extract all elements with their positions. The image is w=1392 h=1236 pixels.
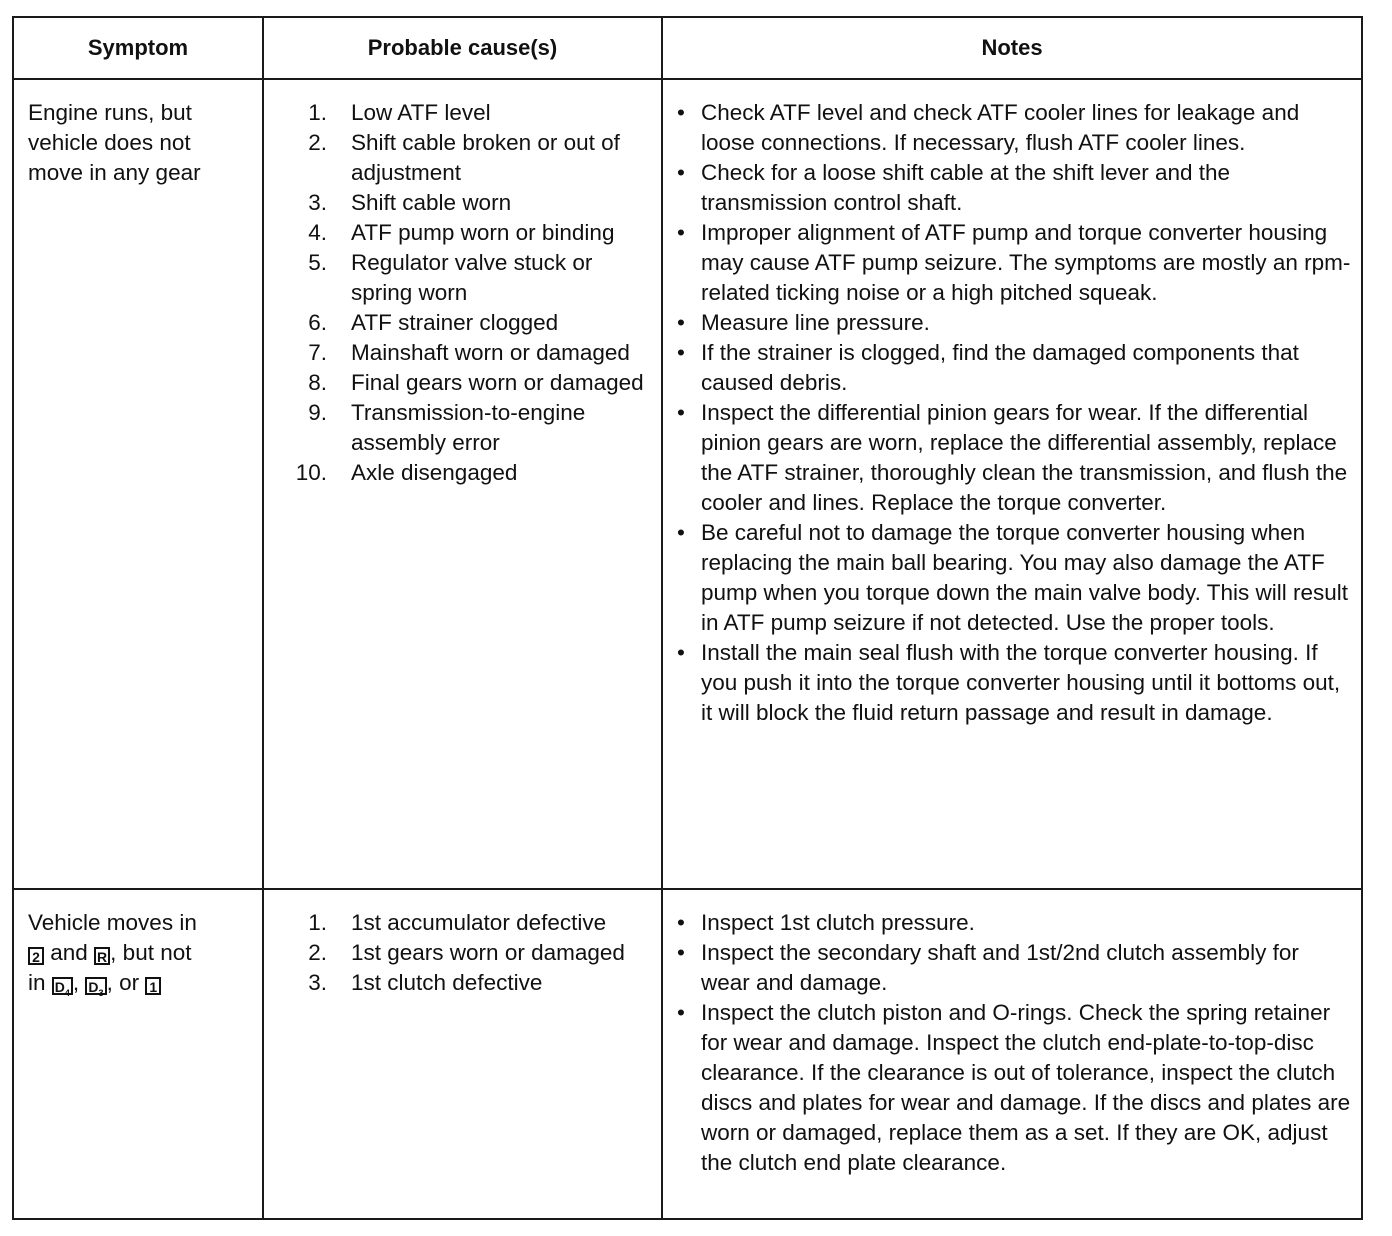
cause-number: 1.: [308, 910, 327, 935]
table-row: [13, 889, 1362, 1219]
bullet-icon: •: [677, 1000, 685, 1025]
cause-text: Axle disengaged: [351, 460, 518, 485]
symptom-text: Engine runs, but vehicle does not move in any gear: [28, 100, 201, 185]
gear-r-icon: R: [94, 947, 110, 965]
symptom-cell: [13, 79, 263, 889]
note-item: [677, 998, 1353, 1178]
cause-text: 1st clutch defective: [351, 970, 543, 995]
cause-item: [264, 308, 657, 338]
cause-item: [264, 368, 657, 398]
note-item: [677, 308, 1353, 338]
cause-item: [264, 398, 657, 458]
table-row: [13, 79, 1362, 889]
bullet-icon: •: [677, 910, 685, 935]
cause-item: [264, 458, 657, 488]
bullet-icon: •: [677, 640, 685, 665]
bullet-icon: •: [677, 940, 685, 965]
header-symptom: Symptom: [13, 17, 263, 79]
cause-number: 3.: [308, 970, 327, 995]
note-item: [677, 218, 1353, 308]
symptom-fragment: , but not: [110, 940, 192, 965]
header-causes: Probable cause(s): [263, 17, 662, 79]
causes-list: [264, 890, 661, 998]
cause-number: 7.: [308, 340, 327, 365]
gear-d3-letter: D: [88, 979, 99, 995]
symptom-fragment: , or: [106, 970, 146, 995]
cause-text: 1st accumulator defective: [351, 910, 607, 935]
causes-cell: [263, 889, 662, 1219]
symptom-fragment: ,: [72, 970, 86, 995]
note-text: Check ATF level and check ATF cooler lines for leakage and loose connections. If necessary, flush ATF cooler lines.: [701, 100, 1300, 155]
bullet-icon: •: [677, 160, 685, 185]
notes-cell: [662, 79, 1362, 889]
cause-item: [264, 938, 657, 968]
bullet-icon: •: [677, 340, 685, 365]
causes-cell: [263, 79, 662, 889]
notes-list: [663, 80, 1361, 728]
cause-item: [264, 128, 657, 188]
note-text: Check for a loose shift cable at the shift lever and the transmission control shaft.: [701, 160, 1231, 215]
cause-item: [264, 248, 657, 308]
note-item: [677, 938, 1353, 998]
note-text: Improper alignment of ATF pump and torque converter housing may cause ATF pump seizure. The symptoms are mostly an rpm-related ticking noise or a high pitched squeak.: [701, 220, 1351, 305]
cause-number: 10.: [295, 460, 327, 485]
cause-text: Shift cable worn: [351, 190, 512, 215]
header-notes: Notes: [662, 17, 1362, 79]
cause-text: Regulator valve stuck or spring worn: [351, 250, 593, 305]
cause-item: [264, 98, 657, 128]
note-text: Inspect 1st clutch pressure.: [701, 910, 975, 935]
cause-item: [264, 968, 657, 998]
gear-d4-icon: [52, 977, 73, 998]
gear-d3-icon: [85, 977, 106, 998]
cause-item: [264, 218, 657, 248]
note-text: Be careful not to damage the torque converter housing when replacing the main ball bearing. You may also damage the ATF pump when you torque down the main valve body. This will result in ATF pump seizure if not detected. Use the proper tools.: [701, 520, 1349, 635]
note-item: [677, 518, 1353, 638]
symptom-fragment: Vehicle moves in: [28, 910, 197, 935]
notes-cell: [662, 889, 1362, 1219]
cause-text: Low ATF level: [351, 100, 491, 125]
cause-text: Shift cable broken or out of adjustment: [351, 130, 620, 185]
troubleshooting-table: [12, 16, 1363, 1220]
cause-item: [264, 908, 657, 938]
bullet-icon: •: [677, 220, 685, 245]
gear-d3-sub: 3: [98, 987, 104, 998]
symptom-cell: [13, 889, 263, 1219]
cause-text: Transmission-to-engine assembly error: [351, 400, 586, 455]
cause-number: 4.: [308, 220, 327, 245]
gear-1-icon: 1: [145, 977, 161, 995]
gear-2-icon: 2: [28, 947, 44, 965]
cause-item: [264, 188, 657, 218]
causes-list: [264, 80, 661, 488]
cause-text: ATF strainer clogged: [351, 310, 559, 335]
notes-list: [663, 890, 1361, 1178]
cause-text: Mainshaft worn or damaged: [351, 340, 630, 365]
note-item: [677, 398, 1353, 518]
note-item: [677, 908, 1353, 938]
note-item: [677, 98, 1353, 158]
note-text: Inspect the secondary shaft and 1st/2nd clutch assembly for wear and damage.: [701, 940, 1299, 995]
bullet-icon: •: [677, 310, 685, 335]
bullet-icon: •: [677, 400, 685, 425]
note-item: [677, 338, 1353, 398]
note-text: Inspect the differential pinion gears for wear. If the differential pinion gears are worn, replace the differential assembly, replace the ATF strainer, thoroughly clean the transmission, and flush the cooler and lines. Replace the torque converter.: [701, 400, 1348, 515]
note-item: [677, 158, 1353, 218]
cause-number: 5.: [308, 250, 327, 275]
cause-number: 3.: [308, 190, 327, 215]
symptom-text: [14, 890, 262, 998]
cause-number: 2.: [308, 130, 327, 155]
cause-text: Final gears worn or damaged: [351, 370, 644, 395]
note-item: [677, 638, 1353, 728]
note-text: Inspect the clutch piston and O-rings. Check the spring retainer for wear and damage. Inspect the clutch end-plate-to-top-disc clearance. If the clearance is out of tolerance, inspect the clutch discs and plates for wear and damage. If the discs and plates are worn or damaged, replace them as a set. If they are OK, adjust the clutch end plate clearance.: [701, 1000, 1351, 1175]
bullet-icon: •: [677, 100, 685, 125]
gear-d4-sub: 4: [64, 987, 70, 998]
note-text: If the strainer is clogged, find the damaged components that caused debris.: [701, 340, 1299, 395]
note-text: Measure line pressure.: [701, 310, 930, 335]
cause-number: 9.: [308, 400, 327, 425]
symptom-fragment: in: [28, 970, 52, 995]
header-row: [13, 17, 1362, 79]
note-text: Install the main seal flush with the torque converter housing. If you push it into the torque converter housing until it bottoms out, it will block the fluid return passage and result in damage.: [701, 640, 1341, 725]
gear-d4-letter: D: [54, 979, 65, 995]
cause-number: 1.: [308, 100, 327, 125]
cause-text: ATF pump worn or binding: [351, 220, 615, 245]
cause-number: 8.: [308, 370, 327, 395]
cause-text: 1st gears worn or damaged: [351, 940, 625, 965]
cause-number: 2.: [308, 940, 327, 965]
cause-item: [264, 338, 657, 368]
symptom-fragment: and: [44, 940, 95, 965]
bullet-icon: •: [677, 520, 685, 545]
cause-number: 6.: [308, 310, 327, 335]
